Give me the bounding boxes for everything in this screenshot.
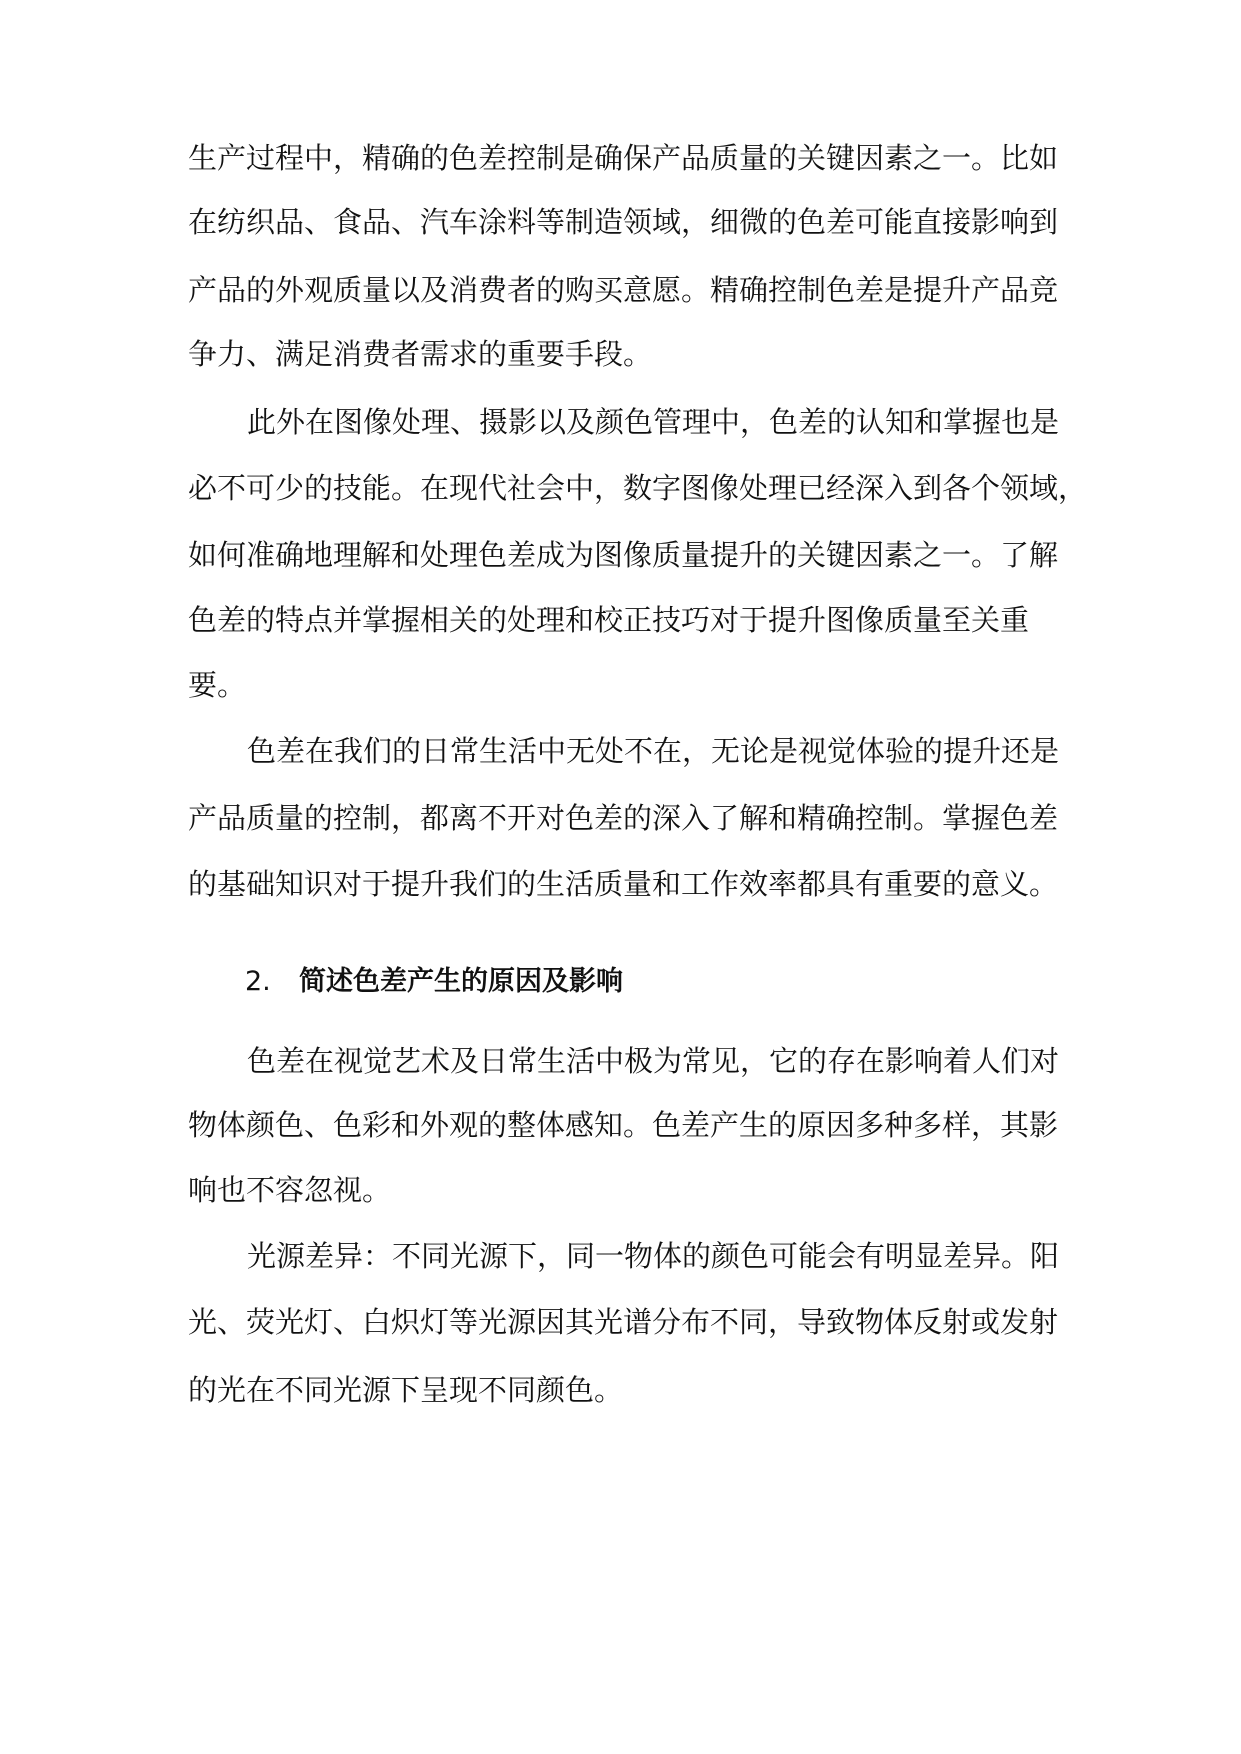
paragraph-1-line-1: 生产过程中，精确的色差控制是确保产品质量的关键因素之一。比如 bbox=[188, 141, 1059, 175]
paragraph-1-line-2: 在纺织品、食品、汽车涂料等制造领域，细微的色差可能直接影响到 bbox=[188, 205, 1059, 239]
section-heading-number: 2. bbox=[245, 966, 271, 997]
paragraph-5-line-1: 光源差异：不同光源下，同一物体的颜色可能会有明显差异。阳 bbox=[247, 1239, 1060, 1273]
paragraph-4-line-2: 物体颜色、色彩和外观的整体感知。色差产生的原因多种多样，其影 bbox=[188, 1108, 1059, 1142]
paragraph-3-line-2: 产品质量的控制，都离不开对色差的深入了解和精确控制。掌握色差 bbox=[188, 801, 1059, 835]
section-heading bbox=[245, 962, 623, 1002]
paragraph-5-line-3: 的光在不同光源下呈现不同颜色。 bbox=[188, 1373, 624, 1407]
paragraph-2-line-1: 此外在图像处理、摄影以及颜色管理中，色差的认知和掌握也是 bbox=[247, 405, 1060, 439]
paragraph-1-line-4: 争力、满足消费者需求的重要手段。 bbox=[188, 337, 653, 371]
paragraph-3-line-3: 的基础知识对于提升我们的生活质量和工作效率都具有重要的意义。 bbox=[188, 867, 1059, 901]
paragraph-4-line-3: 响也不容忽视。 bbox=[188, 1173, 392, 1207]
paragraph-2-line-5: 要。 bbox=[188, 668, 247, 702]
paragraph-2-line-3: 如何准确地理解和处理色差成为图像质量提升的关键因素之一。了解 bbox=[188, 538, 1059, 572]
paragraph-4-line-1: 色差在视觉艺术及日常生活中极为常见，它的存在影响着人们对 bbox=[247, 1044, 1060, 1078]
paragraph-2-line-4: 色差的特点并掌握相关的处理和校正技巧对于提升图像质量至关重 bbox=[188, 603, 1030, 637]
paragraph-3-line-1: 色差在我们的日常生活中无处不在，无论是视觉体验的提升还是 bbox=[247, 734, 1060, 768]
section-heading-title: 简述色差产生的原因及影响 bbox=[299, 966, 623, 997]
paragraph-5-line-2: 光、荧光灯、白炽灯等光源因其光谱分布不同，导致物体反射或发射 bbox=[188, 1305, 1059, 1339]
paragraph-1-line-3: 产品的外观质量以及消费者的购买意愿。精确控制色差是提升产品竞 bbox=[188, 273, 1059, 307]
paragraph-2-line-2: 必不可少的技能。在现代社会中，数字图像处理已经深入到各个领域， bbox=[188, 471, 1088, 505]
